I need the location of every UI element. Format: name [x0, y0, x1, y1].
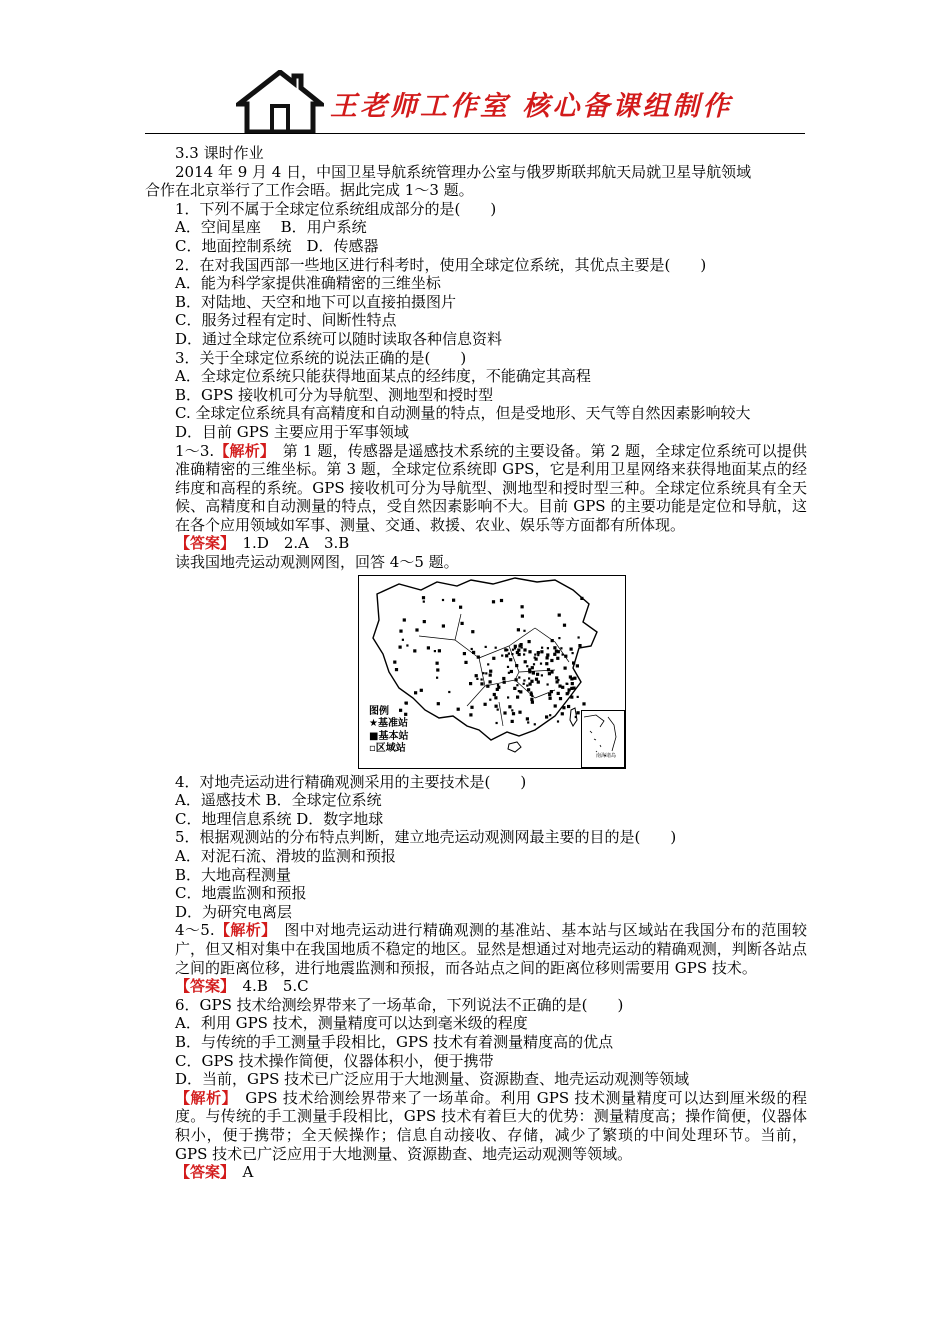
station-marker: [497, 708, 499, 710]
question-6-option-a: A．利用 GPS 技术，测量精度可以达到毫米级的程度: [175, 1014, 528, 1033]
station-marker: [487, 663, 489, 665]
station-marker: [489, 698, 491, 700]
station-marker: [493, 693, 496, 696]
intro-line-2: 合作在北京举行了工作会晤。据此完成 1～3 题。: [145, 181, 474, 200]
question-1-options-cd: C．地面控制系统 D．传感器: [175, 236, 379, 255]
analysis-1-text: 第 1 题，传感器是遥感技术系统的主要设备。第 2 题，全球定位系统可以提供准确精密的三维坐标。第 3 题，全球定位系统即 GPS，它是利用卫星网络来获得地面某点的经纬度和高程的系统。GPS 接收机可分为导航型、测地型和授时型三种。全球定位系统具有全天候、高精度和自动测量的特点，受自然因素影响不大。目前 GPS 的主要功能是定位和导航，这在各个应用领域如军事、测量、交通、救援、农业、娱乐等方面都有所体现。: [175, 441, 807, 534]
station-marker: [413, 649, 416, 652]
station-marker: [442, 599, 444, 601]
station-marker: [427, 646, 430, 649]
station-marker: [577, 711, 580, 714]
station-marker: [489, 669, 492, 672]
station-marker: [485, 645, 487, 647]
station-marker: [514, 644, 517, 647]
answer-1-text: 1.D 2.A 3.B: [227, 534, 350, 553]
station-marker: [508, 671, 510, 673]
analysis-2-text: 图中对地壳运动进行精确观测的基准站、基本站与区域站在我国分布的范围较广，但又相对集中在我国地质不稳定的地区。显然是想通过对地壳运动的精确观测，判断各站点之间的距离位移，进行地震监测和预报，而各站点之间的距离位移则需要用 GPS 技术。: [175, 921, 807, 977]
station-marker: [459, 605, 462, 608]
station-marker: [518, 690, 520, 692]
station-marker: [576, 664, 579, 667]
station-marker: [463, 652, 466, 655]
station-marker: [434, 650, 436, 652]
station-marker: [489, 673, 492, 676]
hainan-island: [508, 742, 521, 752]
answer-2-text: 4.B 5.C: [227, 977, 309, 996]
legend-item-regional: [369, 743, 408, 756]
station-marker: [509, 658, 512, 661]
station-marker: [518, 644, 521, 647]
analysis-6: [145, 1089, 807, 1163]
station-marker: [518, 710, 521, 713]
station-marker: [489, 680, 492, 683]
station-marker: [548, 693, 551, 696]
station-marker: [486, 684, 489, 687]
station-marker: [521, 605, 524, 608]
station-marker: [531, 666, 534, 669]
station-marker: [502, 677, 505, 680]
station-marker: [567, 705, 570, 708]
station-marker: [524, 660, 527, 663]
station-marker: [540, 650, 543, 653]
legend-item-basic: [369, 731, 408, 744]
station-marker: [528, 640, 531, 643]
station-marker: [494, 696, 497, 699]
star-marker-icon: ★: [369, 718, 378, 730]
station-marker: [547, 683, 549, 685]
station-marker: [442, 624, 445, 627]
station-marker: [393, 660, 396, 663]
map-legend: [369, 706, 408, 756]
station-marker: [469, 713, 472, 716]
station-marker: [559, 697, 562, 700]
station-marker: [526, 684, 528, 686]
answer-tag: 【答案】: [175, 534, 228, 553]
station-marker: [530, 692, 533, 695]
question-2-option-b: B．对陆地、天空和地下可以直接拍摄图片: [175, 292, 457, 311]
inset-label: 南海诸岛: [596, 753, 617, 760]
station-marker: [554, 704, 557, 707]
header-rule: [145, 133, 805, 134]
station-marker: [523, 679, 525, 681]
question-3-option-d: D．目前 GPS 主要应用于军事领域: [175, 422, 409, 441]
question-6-stem: 6．GPS 技术给测绘界带来了一场革命，下列说法不正确的是( ): [175, 995, 624, 1014]
station-marker: [402, 638, 404, 640]
south-china-sea-inset: [581, 710, 625, 768]
station-marker: [566, 682, 568, 684]
station-marker: [534, 653, 536, 655]
station-marker: [528, 677, 530, 679]
station-marker: [436, 661, 439, 664]
analysis-tag: 【解析】: [175, 1088, 230, 1107]
station-marker: [540, 662, 542, 664]
station-marker: [471, 648, 473, 650]
station-marker: [404, 701, 406, 703]
station-marker: [535, 677, 538, 680]
station-marker: [472, 650, 475, 653]
question-2-option-c: C．服务过程有定时、间断性特点: [175, 311, 397, 330]
station-marker: [546, 656, 549, 659]
square-marker-icon: ■: [369, 730, 379, 742]
station-marker: [550, 659, 553, 662]
station-marker: [570, 686, 573, 689]
answer-1-3: [145, 534, 807, 553]
question-5-stem: 5．根据观测站的分布特点判断，建立地壳运动观测网最主要的目的是( ): [175, 828, 677, 847]
station-marker: [420, 688, 423, 691]
station-marker: [436, 676, 438, 678]
station-marker: [523, 682, 525, 684]
station-marker: [546, 653, 549, 656]
station-marker: [516, 684, 518, 686]
station-marker: [515, 664, 518, 667]
intro-line-1: 2014 年 9 月 4 日，中国卫星导航系统管理办公室与俄罗斯联邦航天局就卫星导航领域: [175, 162, 752, 181]
analysis-2-prefix: 4～5.: [175, 921, 215, 940]
station-marker: [547, 647, 549, 649]
worksheet: [145, 144, 807, 1182]
question-3-option-b: B．GPS 接收机可分为导航型、测地型和授时型: [175, 385, 494, 404]
station-marker: [470, 705, 473, 708]
question-3-option-c: C. 全球定位系统具有高精度和自动测量的特点，但是受地形、天气等自然因素影响较大: [175, 404, 751, 423]
station-marker: [436, 668, 439, 671]
station-marker: [526, 665, 528, 667]
analysis-3-text: GPS 技术给测绘界带来了一场革命。利用 GPS 技术测量精度可以达到厘米级的程度。与传统的手工测量手段相比，GPS 技术有着巨大的优势：测量精度高；操作简便，仪器体积小，便于携带；全天候操作；信息自动接收、存储，减少了繁琐的中间处理环节。当前，GPS 技术已广泛应用于大地测量、资源勘查、地壳运动观测等领域。: [175, 1088, 807, 1163]
station-marker: [528, 650, 531, 653]
question-6-option-c: C．GPS 技术操作简便，仪器体积小，便于携带: [175, 1051, 494, 1070]
station-marker: [395, 668, 398, 671]
station-marker: [560, 647, 562, 649]
station-marker: [399, 645, 402, 648]
station-marker: [531, 700, 534, 703]
station-marker: [582, 702, 585, 705]
station-marker: [505, 654, 508, 657]
page-header: [0, 0, 950, 140]
station-marker: [504, 648, 507, 651]
station-marker: [484, 702, 487, 705]
station-marker: [564, 666, 567, 669]
station-marker: [471, 630, 474, 633]
station-marker: [553, 652, 556, 655]
station-marker: [526, 717, 529, 720]
analysis-tag: 【解析】: [214, 921, 270, 940]
answer-tag: 【答案】: [175, 1163, 228, 1182]
station-marker: [545, 715, 548, 718]
station-marker: [469, 682, 472, 685]
answer-4-5: [145, 977, 807, 996]
station-marker: [558, 637, 560, 639]
station-marker: [406, 644, 408, 646]
station-marker: [464, 660, 467, 663]
section-title: 3.3 课时作业: [175, 144, 264, 162]
station-marker: [480, 682, 483, 685]
station-marker: [571, 682, 574, 685]
station-marker: [537, 654, 539, 656]
station-marker: [482, 672, 484, 674]
dot-marker-icon: ▫: [369, 743, 376, 755]
station-marker: [550, 690, 553, 693]
station-marker: [422, 596, 425, 599]
station-marker: [497, 685, 500, 688]
station-marker: [423, 600, 425, 602]
station-marker: [557, 720, 559, 722]
station-marker: [529, 682, 532, 685]
station-marker: [521, 614, 524, 617]
map-intro: 读我国地壳运动观测网图，回答 4～5 题。: [175, 553, 459, 572]
analysis-4-5: [145, 921, 807, 977]
station-marker: [437, 702, 440, 705]
station-marker: [541, 674, 543, 676]
question-5-option-d: D．为研究电离层: [175, 902, 293, 921]
station-marker: [414, 691, 417, 694]
station-marker: [537, 651, 540, 654]
station-marker: [527, 721, 529, 723]
station-marker: [476, 677, 478, 679]
station-marker: [578, 644, 581, 647]
station-marker: [481, 678, 483, 680]
station-marker: [495, 704, 498, 707]
station-marker: [507, 696, 509, 698]
analysis-1-3: [145, 442, 807, 535]
station-marker: [403, 618, 406, 621]
station-marker: [492, 600, 495, 603]
question-2-stem: 2．在对我国西部一些地区进行科考时，使用全球定位系统，其优点主要是( ): [175, 255, 707, 274]
station-marker: [517, 648, 520, 651]
question-5-option-c: C．地震监测和预报: [175, 884, 307, 903]
station-marker: [515, 678, 518, 681]
station-marker: [572, 661, 575, 664]
station-marker: [461, 621, 464, 624]
station-marker: [528, 670, 531, 673]
station-marker: [570, 677, 573, 680]
station-marker: [530, 697, 533, 700]
question-4-options-ab: A．遥感技术 B．全球定位系统: [175, 791, 382, 810]
station-marker: [511, 653, 513, 655]
station-marker: [512, 648, 514, 650]
brand-title: 王老师工作室 核心备课组制作: [330, 91, 733, 122]
station-marker: [555, 676, 558, 679]
station-marker: [503, 680, 506, 683]
station-marker: [572, 652, 574, 654]
station-marker: [549, 714, 551, 716]
analysis-1-prefix: 1～3.: [175, 441, 215, 460]
station-marker: [557, 691, 560, 694]
station-marker: [556, 680, 559, 683]
question-6-option-b: B．与传统的手工测量手段相比，GPS 技术有着测量精度高的优点: [175, 1032, 614, 1051]
station-marker: [452, 598, 455, 601]
station-marker: [577, 695, 579, 697]
station-marker: [533, 663, 535, 665]
station-marker: [561, 712, 564, 715]
station-marker: [548, 672, 551, 675]
station-marker: [510, 670, 513, 673]
station-marker: [551, 639, 554, 642]
question-4-options-cd: C．地理信息系统 D．数字地球: [175, 809, 384, 828]
station-marker: [570, 647, 573, 650]
station-marker: [555, 649, 558, 652]
province-lines: [419, 614, 569, 726]
station-marker: [523, 629, 525, 631]
station-marker: [562, 706, 565, 709]
station-marker: [523, 653, 525, 655]
station-marker: [477, 655, 480, 658]
station-marker: [580, 596, 583, 599]
station-marker: [570, 695, 573, 698]
legend-label-basic: 基本站: [378, 730, 409, 742]
station-marker: [564, 654, 567, 657]
station-marker: [448, 691, 450, 693]
station-marker: [438, 649, 441, 652]
station-marker: [415, 628, 418, 631]
question-1-stem: 1．下列不属于全球定位系统组成部分的是( ): [175, 199, 497, 218]
station-marker: [513, 686, 516, 689]
station-marker: [523, 648, 526, 651]
answer-3-text: A: [227, 1163, 254, 1182]
station-marker: [503, 711, 506, 714]
question-2-option-d: D．通过全球定位系统可以随时读取各种信息资料: [175, 329, 503, 348]
legend-item-benchmark: [369, 718, 408, 731]
station-marker: [512, 712, 515, 715]
station-marker: [566, 692, 569, 695]
station-marker: [536, 672, 539, 675]
answer-6: [145, 1163, 807, 1182]
question-5-option-b: B．大地高程测量: [175, 865, 292, 884]
question-2-option-a: A．能为科学家提供准确精密的三维坐标: [175, 274, 441, 293]
station-marker: [563, 623, 566, 626]
station-marker: [562, 653, 564, 655]
station-marker: [545, 662, 548, 665]
station-marker: [573, 676, 576, 679]
station-marker: [495, 646, 497, 648]
question-5-option-a: A．对泥石流、滑坡的监测和预报: [175, 847, 396, 866]
station-marker: [549, 696, 552, 699]
station-marker: [518, 676, 520, 678]
question-3-stem: 3．关于全球定位系统的说法正确的是( ): [175, 348, 467, 367]
analysis-tag: 【解析】: [214, 441, 268, 460]
station-marker: [527, 688, 530, 691]
station-marker: [508, 705, 511, 708]
station-marker: [457, 707, 460, 710]
legend-label-benchmark: 基准站: [377, 718, 408, 730]
answer-tag: 【答案】: [175, 977, 228, 996]
station-marker: [532, 671, 535, 674]
legend-label-regional: 区域站: [375, 743, 406, 755]
crustal-movement-network-map: [358, 575, 626, 769]
station-marker: [500, 599, 503, 602]
station-marker: [553, 646, 556, 649]
station-marker: [507, 665, 509, 667]
station-marker: [578, 636, 580, 638]
station-marker: [558, 684, 561, 687]
station-marker: [534, 723, 536, 725]
house-icon: [236, 70, 324, 134]
station-marker: [517, 628, 520, 631]
station-marker: [399, 629, 402, 632]
station-marker: [497, 684, 499, 686]
question-4-stem: 4．对地壳运动进行精确观测采用的主要技术是( ): [175, 772, 527, 791]
station-marker: [530, 679, 533, 682]
station-marker: [575, 716, 577, 718]
station-marker: [496, 722, 498, 724]
station-marker: [537, 680, 540, 683]
question-1-options-ab: A．空间星座 B．用户系统: [175, 218, 367, 237]
question-6-option-d: D．当前，GPS 技术已广泛应用于大地测量、资源勘查、地壳运动观测等领域: [175, 1070, 690, 1089]
station-marker: [534, 656, 536, 658]
station-marker: [541, 646, 543, 648]
station-marker: [423, 620, 426, 623]
station-marker: [558, 613, 561, 616]
station-marker: [556, 656, 559, 659]
question-3-option-a: A．全球定位系统只能获得地面某点的经纬度，不能确定其高程: [175, 367, 591, 386]
station-marker: [475, 674, 478, 677]
station-marker: [501, 654, 503, 656]
station-marker: [516, 695, 519, 698]
station-marker: [511, 709, 513, 711]
legend-title: 图例: [369, 705, 389, 717]
station-marker: [547, 668, 550, 671]
station-markers: [393, 596, 585, 725]
station-marker: [511, 719, 514, 722]
station-marker: [485, 672, 487, 674]
station-marker: [492, 656, 495, 659]
